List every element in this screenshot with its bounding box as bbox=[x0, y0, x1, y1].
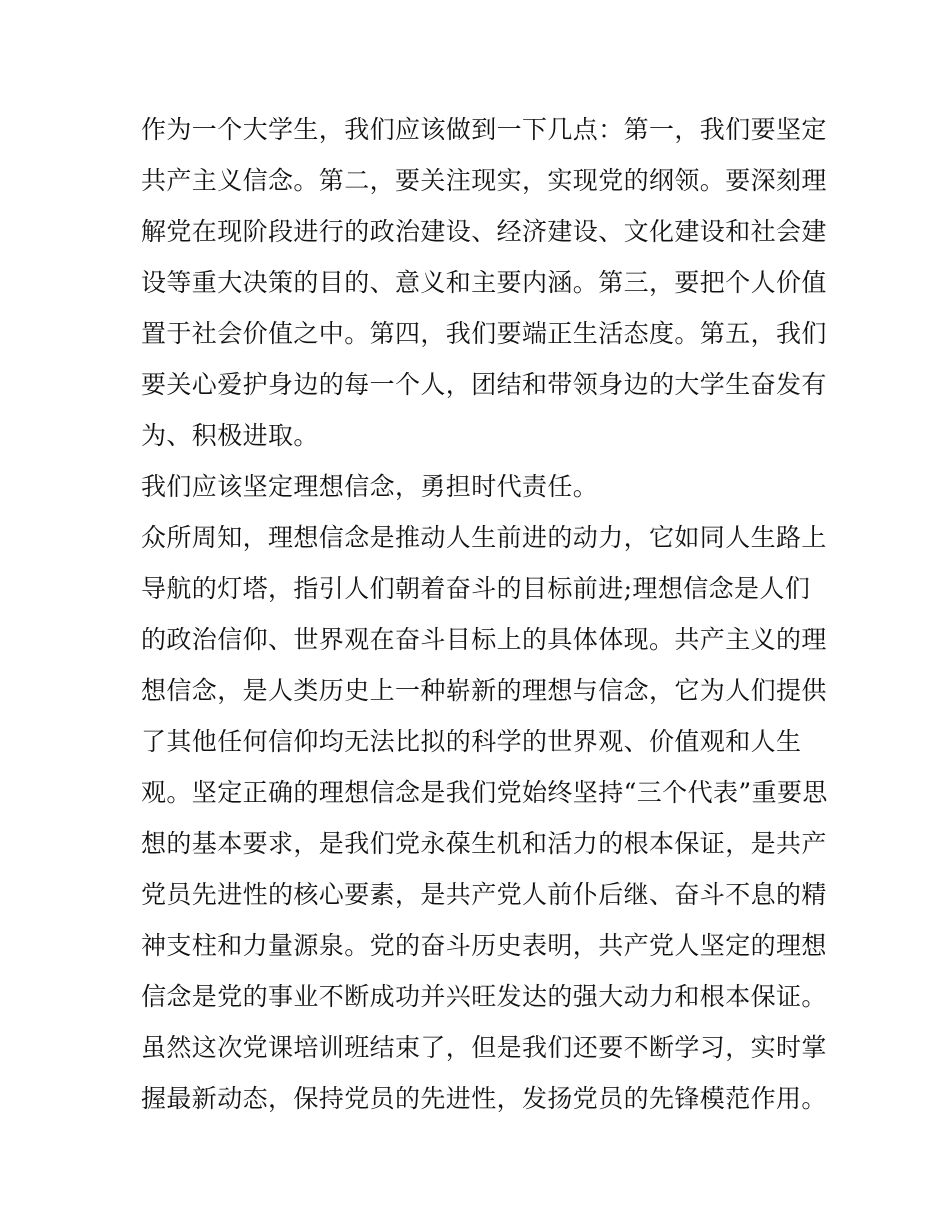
text-line: 的政治信仰、世界观在奋斗目标上的具体体现。共产主义的理 bbox=[141, 625, 827, 654]
text-line: 共产主义信念。第二，要关注现实，实现党的纲领。要深刻理 bbox=[141, 166, 827, 195]
text-line: 握最新动态，保持党员的先进性，发扬党员的先锋模范作用。 bbox=[141, 1084, 827, 1113]
text-line: 神支柱和力量源泉。党的奋斗历史表明，共产党人坚定的理想 bbox=[141, 931, 827, 960]
text-line: 信念是党的事业不断成功并兴旺发达的强大动力和根本保证。 bbox=[141, 982, 827, 1011]
text-line: 党员先进性的核心要素，是共产党人前仆后继、奋斗不息的精 bbox=[141, 880, 827, 909]
text-line: 解党在现阶段进行的政治建设、经济建设、文化建设和社会建 bbox=[141, 217, 827, 246]
text-line: 想的基本要求，是我们党永葆生机和活力的根本保证，是共产 bbox=[141, 829, 827, 858]
text-line: 了其他任何信仰均无法比拟的科学的世界观、价值观和人生 bbox=[141, 727, 802, 756]
text-line: 观。坚定正确的理想信念是我们党始终坚持“三个代表”重要思 bbox=[141, 778, 828, 807]
text-line: 虽然这次党课培训班结束了，但是我们还要不断学习，实时掌 bbox=[141, 1033, 827, 1062]
text-line: 要关心爱护身边的每一个人，团结和带领身边的大学生奋发有 bbox=[141, 370, 827, 399]
text-line: 想信念，是人类历史上一种崭新的理想与信念，它为人们提供 bbox=[141, 676, 827, 705]
text-line: 置于社会价值之中。第四，我们要端正生活态度。第五，我们 bbox=[141, 319, 827, 348]
text-line: 设等重大决策的目的、意义和主要内涵。第三，要把个人价值 bbox=[141, 268, 827, 297]
text-line: 我们应该坚定理想信念，勇担时代责任。 bbox=[141, 472, 599, 501]
text-line: 为、积极进取。 bbox=[141, 421, 319, 450]
text-line: 作为一个大学生，我们应该做到一下几点：第一，我们要坚定 bbox=[141, 115, 827, 144]
text-line: 导航的灯塔，指引人们朝着奋斗的目标前进;理想信念是人们 bbox=[141, 574, 811, 603]
document-body bbox=[141, 104, 828, 1124]
text-line: 众所周知，理想信念是推动人生前进的动力，它如同人生路上 bbox=[141, 523, 827, 552]
